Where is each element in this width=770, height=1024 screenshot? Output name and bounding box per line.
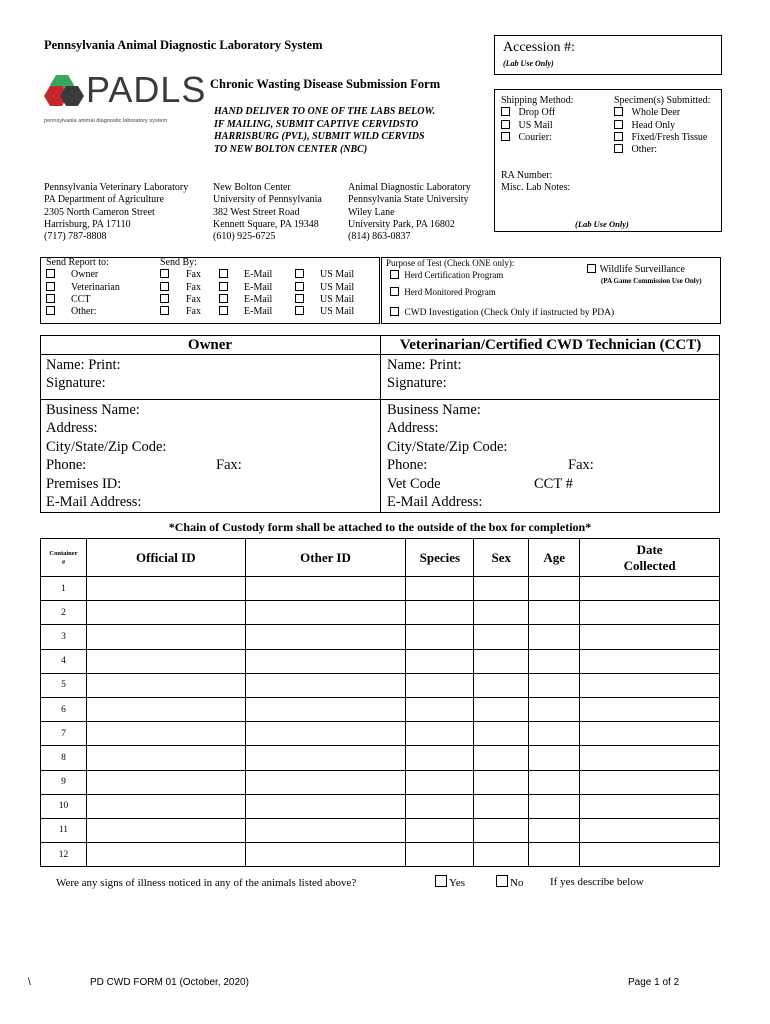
- container-header-line: Container: [49, 549, 78, 557]
- owner-name-field[interactable]: Name: Print:: [46, 357, 121, 373]
- sample-cell[interactable]: [406, 697, 474, 721]
- sample-rows: [41, 577, 720, 867]
- email-label: E-Mail: [244, 269, 273, 281]
- sample-cell[interactable]: [474, 673, 529, 697]
- specimen-other-label: Other:: [631, 144, 658, 156]
- accession-note: (Lab Use Only): [503, 59, 554, 68]
- fixed-tissue-checkbox[interactable]: [614, 132, 623, 141]
- usmail-checkbox[interactable]: [295, 269, 304, 278]
- custody-note: *Chain of Custody form shall be attached to the outside of the box for completion*: [168, 520, 592, 534]
- sample-cell[interactable]: [580, 843, 720, 867]
- sample-cell[interactable]: [86, 843, 245, 867]
- cwd-investigation-checkbox[interactable]: [390, 307, 399, 316]
- sample-cell[interactable]: [86, 722, 245, 746]
- vet-address-field[interactable]: Address:: [387, 420, 439, 437]
- sample-cell[interactable]: [406, 843, 474, 867]
- container-number: 10: [41, 794, 87, 818]
- specimen-head-only[interactable]: [614, 120, 710, 132]
- owner-heading: Owner: [187, 337, 233, 353]
- sample-cell[interactable]: [529, 843, 580, 867]
- sample-cell[interactable]: [474, 843, 529, 867]
- sex-header: Sex: [474, 539, 529, 577]
- fax-option[interactable]: [160, 282, 201, 294]
- padls-logo-text: PADLS: [86, 69, 207, 110]
- sample-cell[interactable]: [529, 625, 580, 649]
- fax-label: Fax: [186, 281, 201, 293]
- sample-row: [41, 625, 720, 649]
- sample-cell[interactable]: [86, 770, 245, 794]
- fixed-tissue-label: Fixed/Fresh Tissue: [631, 132, 708, 144]
- usmail-checkbox[interactable]: [295, 282, 304, 291]
- usmail-option[interactable]: [295, 306, 354, 318]
- footer-form-id: PD CWD FORM 01 (October, 2020): [90, 977, 249, 988]
- vet-name-field[interactable]: Name: Print:: [387, 357, 462, 373]
- wildlife-label: Wildlife Surveillance: [599, 264, 685, 275]
- fax-option[interactable]: [160, 306, 201, 318]
- container-number: 3: [41, 625, 87, 649]
- sample-table-header: [41, 539, 720, 577]
- date-header-line: Collected: [623, 557, 676, 573]
- sample-cell[interactable]: [86, 625, 245, 649]
- herd-monitored-checkbox[interactable]: [390, 287, 399, 296]
- sample-cell[interactable]: [245, 697, 406, 721]
- species-header: Species: [406, 539, 474, 577]
- usmail-label: US Mail: [320, 306, 355, 318]
- usmail-label: US Mail: [320, 294, 355, 306]
- container-number: 9: [41, 770, 87, 794]
- usmail-label: US Mail: [320, 269, 355, 281]
- lab-line: Animal Diagnostic Laboratory: [348, 182, 471, 193]
- sample-cell[interactable]: [245, 577, 406, 601]
- sample-cell[interactable]: [406, 649, 474, 673]
- vet-code-field[interactable]: Vet Code: [387, 475, 441, 492]
- herd-monitored-label: Herd Monitored Program: [404, 287, 496, 297]
- sample-cell[interactable]: [406, 625, 474, 649]
- recipient-other-checkbox[interactable]: [46, 306, 55, 315]
- shipping-courier[interactable]: [501, 132, 574, 144]
- mailing-instructions: [214, 106, 435, 156]
- lab-line: University of Pennsylvania: [213, 194, 322, 206]
- specimens-submitted: [614, 95, 710, 157]
- owner-premises-field[interactable]: Premises ID:: [46, 475, 122, 492]
- recipient-label: Owner: [71, 269, 99, 281]
- illness-describe: If yes describe below: [550, 876, 644, 888]
- recipient-label: CCT: [71, 294, 91, 306]
- container-number: 1: [41, 577, 87, 601]
- other-id-header: Other ID: [245, 539, 406, 577]
- sample-row: [41, 649, 720, 673]
- sample-row: [41, 673, 720, 697]
- sample-cell[interactable]: [580, 601, 720, 625]
- lab-line: New Bolton Center: [213, 182, 291, 193]
- shipping-method: [501, 95, 574, 144]
- lab-address-nbc: [213, 182, 322, 243]
- date-header: [580, 539, 720, 577]
- sample-row: [41, 843, 720, 867]
- container-number: 12: [41, 843, 87, 867]
- sample-cell[interactable]: [529, 722, 580, 746]
- padls-logo-mark: [44, 75, 92, 117]
- email-checkbox[interactable]: [219, 306, 228, 315]
- footer-backslash: \: [28, 977, 31, 988]
- courier-label: Courier:: [518, 132, 552, 144]
- sample-cell[interactable]: [580, 722, 720, 746]
- specimens-label: Specimen(s) Submitted:: [614, 95, 711, 106]
- lab-line: Kennett Square, PA 19348: [213, 218, 319, 230]
- sample-row: [41, 746, 720, 770]
- whole-deer-checkbox[interactable]: [614, 107, 623, 116]
- sample-cell[interactable]: [580, 697, 720, 721]
- sample-cell[interactable]: [474, 818, 529, 842]
- sample-cell[interactable]: [529, 794, 580, 818]
- sample-cell[interactable]: [245, 746, 406, 770]
- recipient-other[interactable]: [46, 306, 120, 318]
- sample-cell[interactable]: [474, 697, 529, 721]
- illness-question: Were any signs of illness noticed in any of the animals listed above?: [56, 877, 357, 889]
- sample-cell[interactable]: [529, 746, 580, 770]
- sample-cell[interactable]: [474, 770, 529, 794]
- sample-cell[interactable]: [245, 673, 406, 697]
- age-header: Age: [529, 539, 580, 577]
- fax-checkbox[interactable]: [160, 282, 169, 291]
- sample-row: [41, 770, 720, 794]
- accession-label: Accession #:: [503, 40, 575, 55]
- email-label: E-Mail: [244, 281, 273, 293]
- sample-cell[interactable]: [474, 722, 529, 746]
- sample-cell[interactable]: [86, 818, 245, 842]
- send-by-fax: [160, 257, 201, 319]
- sample-cell[interactable]: [406, 818, 474, 842]
- container-number: 11: [41, 818, 87, 842]
- container-number: 4: [41, 649, 87, 673]
- sample-cell[interactable]: [406, 577, 474, 601]
- heading-rule: [40, 354, 720, 355]
- sample-cell[interactable]: [245, 625, 406, 649]
- send-report-to: [46, 257, 120, 319]
- fax-option[interactable]: [160, 294, 201, 306]
- owner-email-field[interactable]: E-Mail Address:: [46, 494, 142, 510]
- sample-cell[interactable]: [529, 649, 580, 673]
- instruction-line: HARRISBURG (PVL), SUBMIT WILD CERVIDS: [214, 131, 425, 142]
- sample-table: [40, 538, 720, 867]
- lab-use-note: (Lab Use Only): [575, 219, 629, 229]
- container-number: 8: [41, 746, 87, 770]
- recipient-label: Veterinarian: [71, 281, 120, 293]
- usmail-option[interactable]: [295, 294, 354, 306]
- specimen-whole-deer[interactable]: [614, 107, 710, 119]
- sample-cell[interactable]: [529, 601, 580, 625]
- sample-cell[interactable]: [245, 601, 406, 625]
- sample-cell[interactable]: [245, 843, 406, 867]
- sample-cell[interactable]: [580, 649, 720, 673]
- recipient-cct[interactable]: [46, 294, 120, 306]
- sample-cell[interactable]: [580, 673, 720, 697]
- shipping-label: Shipping Method:: [501, 95, 574, 106]
- sample-cell[interactable]: [406, 722, 474, 746]
- sample-cell[interactable]: [245, 794, 406, 818]
- vet-cct-field[interactable]: CCT #: [534, 475, 573, 492]
- sample-cell[interactable]: [529, 577, 580, 601]
- recipient-veterinarian[interactable]: [46, 282, 120, 294]
- sample-row: [41, 577, 720, 601]
- usmail-option[interactable]: [295, 282, 354, 294]
- sample-cell[interactable]: [245, 818, 406, 842]
- lab-address-pvl: [44, 182, 188, 243]
- recipient-label: Other:: [71, 306, 97, 318]
- sample-cell[interactable]: [406, 770, 474, 794]
- sample-cell[interactable]: [529, 770, 580, 794]
- cwd-investigation-label: CWD Investigation (Check Only if instructed by PDA): [404, 308, 615, 318]
- instruction-line: IF MAILING, SUBMIT CAPTIVE CERVIDSTO: [214, 118, 419, 130]
- container-number: 5: [41, 673, 87, 697]
- sample-row: [41, 818, 720, 842]
- container-number: 7: [41, 722, 87, 746]
- sample-cell[interactable]: [580, 577, 720, 601]
- shipping-us-mail[interactable]: [501, 120, 574, 132]
- vet-phone-field[interactable]: Phone:: [387, 457, 428, 474]
- sample-cell[interactable]: [529, 697, 580, 721]
- lab-line: PA Department of Agriculture: [44, 194, 164, 206]
- specimen-other[interactable]: [614, 144, 710, 156]
- ra-number-label: RA Number:: [501, 170, 553, 181]
- illness-no-option[interactable]: [496, 875, 523, 889]
- sample-cell[interactable]: [86, 673, 245, 697]
- sample-cell[interactable]: [474, 625, 529, 649]
- form-title: Chronic Wasting Disease Submission Form: [210, 77, 441, 91]
- sample-cell[interactable]: [86, 577, 245, 601]
- recipient-owner[interactable]: [46, 269, 120, 281]
- misc-notes-label: Misc. Lab Notes:: [501, 182, 571, 193]
- sample-cell[interactable]: [580, 746, 720, 770]
- head-only-label: Head Only: [631, 119, 676, 131]
- usmail-option[interactable]: [295, 269, 354, 281]
- sample-cell[interactable]: [529, 818, 580, 842]
- wildlife-checkbox[interactable]: [587, 264, 596, 273]
- recipient-vet-checkbox[interactable]: [46, 282, 55, 291]
- sample-row: [41, 601, 720, 625]
- wildlife-option[interactable]: [587, 264, 685, 275]
- lab-line: Harrisburg, PA 17110: [44, 218, 131, 230]
- lab-address-adl: [348, 182, 471, 243]
- sample-cell[interactable]: [86, 697, 245, 721]
- fax-label: Fax: [186, 306, 201, 318]
- vet-city-field[interactable]: City/State/Zip Code:: [387, 438, 508, 455]
- herd-monitored-option[interactable]: [390, 287, 496, 297]
- sample-row: [41, 722, 720, 746]
- container-number: 6: [41, 697, 87, 721]
- email-checkbox[interactable]: [219, 294, 228, 303]
- padls-logo: [44, 69, 207, 129]
- fax-checkbox[interactable]: [160, 269, 169, 278]
- official-id-header: Official ID: [86, 539, 245, 577]
- sample-cell[interactable]: [86, 794, 245, 818]
- vet-fax-field[interactable]: Fax:: [568, 457, 594, 474]
- drop-off-checkbox[interactable]: [501, 107, 510, 116]
- send-by-label: Send By:: [160, 257, 197, 268]
- purpose-label: Purpose of Test (Check ONE only):: [386, 258, 515, 268]
- lab-line: (717) 787-8808: [44, 231, 107, 243]
- sample-cell[interactable]: [474, 746, 529, 770]
- fax-checkbox[interactable]: [160, 306, 169, 315]
- us-mail-label: US Mail: [518, 119, 553, 131]
- sample-cell[interactable]: [406, 601, 474, 625]
- instruction-line: TO NEW BOLTON CENTER (NBC): [214, 143, 368, 155]
- sample-cell[interactable]: [245, 770, 406, 794]
- signature-rule: [40, 399, 720, 400]
- courier-checkbox[interactable]: [501, 132, 510, 141]
- sample-row: [41, 697, 720, 721]
- sample-cell[interactable]: [474, 649, 529, 673]
- fax-checkbox[interactable]: [160, 294, 169, 303]
- sample-cell[interactable]: [580, 794, 720, 818]
- cwd-investigation-option[interactable]: [390, 307, 614, 318]
- sample-cell[interactable]: [245, 722, 406, 746]
- shipping-drop-off[interactable]: [501, 107, 574, 119]
- lab-line: Pennsylvania Veterinary Laboratory: [44, 182, 189, 193]
- container-number: 2: [41, 601, 87, 625]
- email-label: E-Mail: [244, 306, 273, 318]
- owner-city-field[interactable]: City/State/Zip Code:: [46, 438, 167, 455]
- drop-off-label: Drop Off: [518, 107, 556, 119]
- email-option[interactable]: [219, 294, 272, 306]
- illness-yes-label: Yes: [449, 877, 466, 889]
- container-header: [41, 539, 87, 577]
- recipient-cct-checkbox[interactable]: [46, 294, 55, 303]
- head-only-checkbox[interactable]: [614, 120, 623, 129]
- illness-yes-option[interactable]: [435, 875, 465, 889]
- illness-yes-checkbox[interactable]: [435, 875, 447, 887]
- owner-phone-field[interactable]: Phone:: [46, 457, 87, 474]
- sample-cell[interactable]: [406, 673, 474, 697]
- sample-cell[interactable]: [474, 601, 529, 625]
- vet-business-field[interactable]: Business Name:: [387, 402, 481, 418]
- usmail-checkbox[interactable]: [295, 294, 304, 303]
- email-label: E-Mail: [244, 294, 273, 306]
- illness-no-checkbox[interactable]: [496, 875, 508, 887]
- herd-cert-label: Herd Certification Program: [404, 270, 504, 280]
- specimen-fixed-tissue[interactable]: [614, 132, 710, 144]
- fax-label: Fax: [186, 294, 201, 306]
- container-header-line: #: [61, 558, 66, 566]
- email-checkbox[interactable]: [219, 282, 228, 291]
- vet-signature-field[interactable]: Signature:: [387, 375, 447, 392]
- footer-page-number: Page 1 of 2: [628, 977, 680, 988]
- herd-cert-checkbox[interactable]: [390, 270, 399, 279]
- sample-cell[interactable]: [406, 746, 474, 770]
- sample-cell[interactable]: [474, 577, 529, 601]
- sample-cell[interactable]: [580, 625, 720, 649]
- email-option[interactable]: [219, 306, 272, 318]
- herd-cert-option[interactable]: [390, 270, 503, 280]
- sample-cell[interactable]: [580, 818, 720, 842]
- lab-line: 382 West Street Road: [213, 206, 300, 218]
- fax-label: Fax: [186, 269, 201, 281]
- instruction-line: HAND DELIVER TO ONE OF THE LABS BELOW.: [214, 106, 436, 117]
- usmail-label: US Mail: [320, 281, 355, 293]
- lab-line: 2305 North Cameron Street: [44, 206, 155, 218]
- sample-cell[interactable]: [245, 649, 406, 673]
- specimen-other-checkbox[interactable]: [614, 144, 623, 153]
- lab-line: University Park, PA 16802: [348, 218, 455, 230]
- owner-address-field[interactable]: Address:: [46, 420, 98, 437]
- sample-cell[interactable]: [474, 794, 529, 818]
- lab-line: Pennsylvania State University: [348, 194, 469, 206]
- org-title: Pennsylvania Animal Diagnostic Laboratory System: [44, 38, 323, 52]
- sample-cell[interactable]: [529, 673, 580, 697]
- vet-email-field[interactable]: E-Mail Address:: [387, 494, 483, 510]
- sample-cell[interactable]: [86, 746, 245, 770]
- recipient-owner-checkbox[interactable]: [46, 269, 55, 278]
- owner-signature-field[interactable]: Signature:: [46, 375, 106, 392]
- send-report-label: Send Report to:: [46, 257, 109, 268]
- sample-cell[interactable]: [580, 770, 720, 794]
- lab-line: (610) 925-6725: [213, 231, 276, 243]
- lab-line: (814) 863-0837: [348, 231, 411, 243]
- sample-cell[interactable]: [86, 601, 245, 625]
- fax-option[interactable]: [160, 269, 201, 281]
- accession-box[interactable]: [494, 35, 722, 75]
- lab-line: Wiley Lane: [348, 206, 395, 218]
- email-option[interactable]: [219, 269, 272, 281]
- whole-deer-label: Whole Deer: [631, 107, 681, 119]
- wildlife-note: (PA Game Commission Use Only): [601, 277, 702, 285]
- email-checkbox[interactable]: [219, 269, 228, 278]
- sample-cell[interactable]: [406, 794, 474, 818]
- padls-logo-subtext: pennsylvania animal diagnostic laboratory system: [44, 118, 168, 124]
- sample-row: [41, 794, 720, 818]
- illness-no-label: No: [510, 877, 524, 889]
- us-mail-checkbox[interactable]: [501, 120, 510, 129]
- sample-cell[interactable]: [86, 649, 245, 673]
- date-header-line: Date: [636, 541, 663, 557]
- vet-heading: Veterinarian/Certified CWD Technician (CCT): [399, 337, 702, 353]
- owner-fax-field[interactable]: Fax:: [216, 457, 242, 474]
- email-option[interactable]: [219, 282, 272, 294]
- center-divider: [380, 335, 381, 513]
- usmail-checkbox[interactable]: [295, 306, 304, 315]
- send-by-usmail: [295, 269, 354, 319]
- send-by-email: [219, 269, 272, 319]
- owner-business-field[interactable]: Business Name:: [46, 402, 140, 418]
